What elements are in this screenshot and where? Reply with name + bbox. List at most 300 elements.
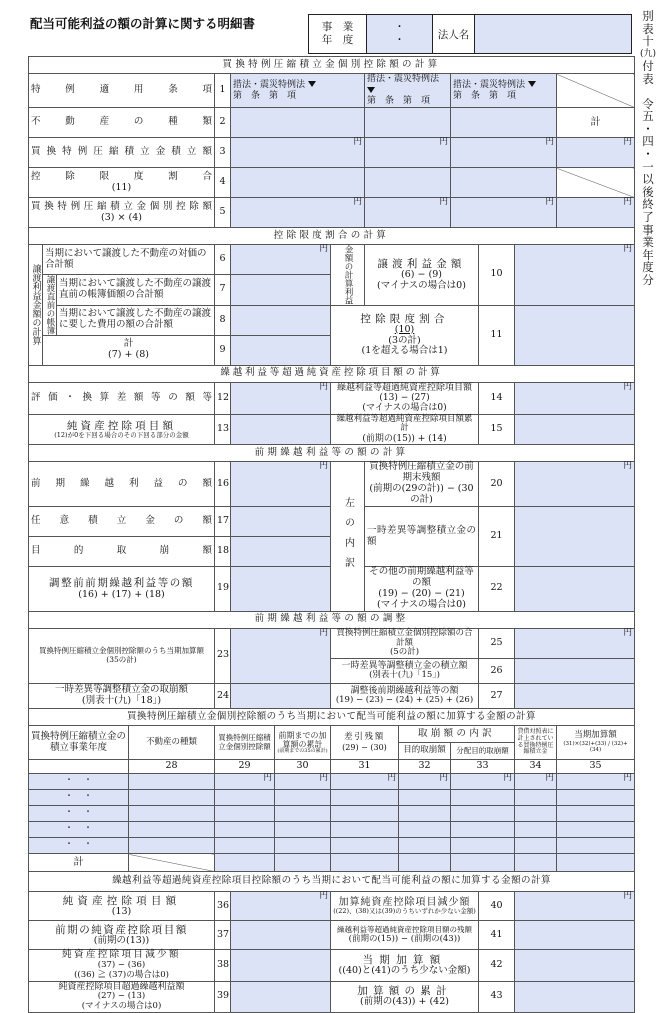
yen-unit: 円 bbox=[353, 197, 362, 207]
cell-31[interactable] bbox=[331, 806, 399, 822]
yen-unit: 円 bbox=[545, 137, 554, 147]
row4-sub: (11) bbox=[111, 181, 132, 193]
row1-col3-input[interactable] bbox=[451, 74, 557, 108]
row15-label bbox=[331, 414, 479, 445]
row14-label bbox=[331, 382, 479, 414]
cell-33[interactable] bbox=[451, 822, 515, 838]
row23-title: 買換特例圧縮積立金個別控除額のうち当期加算額 bbox=[39, 646, 204, 656]
colnum-30: 30 bbox=[275, 760, 331, 774]
side-char: 終 bbox=[642, 197, 654, 212]
sec2-sub-vertical-text: 譲渡直前の帳簿 bbox=[45, 275, 55, 335]
dropdown-arrow-icon bbox=[308, 81, 316, 87]
cell-32[interactable] bbox=[399, 790, 451, 806]
sec2-right-vertical bbox=[331, 245, 365, 306]
row3-num: 3 bbox=[215, 138, 231, 168]
cell-35[interactable] bbox=[557, 806, 635, 822]
yen-unit: 円 bbox=[319, 244, 328, 254]
year-input[interactable]: ・ ・ bbox=[29, 822, 129, 838]
row37-num: 37 bbox=[215, 921, 231, 950]
row12-label: 評価・換算差額等の額等 bbox=[29, 382, 215, 414]
row12-num: 12 bbox=[215, 382, 231, 414]
row9-input[interactable] bbox=[231, 335, 331, 365]
row13-note: (12)が0を下回る場合のその下回る部分の金額 bbox=[54, 430, 189, 439]
total-29[interactable] bbox=[215, 854, 275, 872]
row6-label: 当期において譲渡した不動産の対価の合計額 bbox=[43, 245, 215, 275]
side-char: 令 bbox=[642, 96, 654, 111]
colnum-blank bbox=[29, 760, 129, 774]
row5-num: 5 bbox=[215, 198, 231, 228]
cell-35[interactable] bbox=[557, 838, 635, 854]
row17-num: 17 bbox=[215, 507, 231, 537]
row3-col3-input[interactable] bbox=[451, 138, 557, 168]
row27-formula: (19) − (23) − (24) + (25) + (26) bbox=[335, 695, 474, 706]
row3-total-input[interactable] bbox=[557, 138, 635, 168]
table-row bbox=[29, 822, 635, 838]
cell-29[interactable] bbox=[215, 774, 275, 790]
cell-30[interactable] bbox=[275, 790, 331, 806]
row37-label bbox=[29, 921, 215, 950]
yen-unit: 円 bbox=[623, 773, 633, 784]
row42-label bbox=[331, 950, 479, 981]
side-gap bbox=[638, 86, 658, 98]
row40-title: 加算純資産控除項目減少額 bbox=[338, 896, 471, 908]
row25-num: 25 bbox=[479, 628, 515, 658]
yen-unit: 円 bbox=[545, 773, 554, 784]
table-row bbox=[29, 774, 635, 790]
cell-29[interactable] bbox=[215, 806, 275, 822]
total-31[interactable] bbox=[331, 854, 399, 872]
yen-unit: 円 bbox=[319, 461, 328, 472]
row41-title: 繰越利益等超過純資産控除項目額の残額 bbox=[337, 924, 472, 934]
row24-num: 24 bbox=[215, 684, 231, 709]
row4-total-slash bbox=[557, 168, 635, 198]
row1-col1-input[interactable] bbox=[231, 74, 365, 108]
total-34[interactable] bbox=[515, 854, 557, 872]
row20-formula: (前期の(29の計)) − (30の計) bbox=[369, 483, 474, 506]
cell-33[interactable] bbox=[451, 774, 515, 790]
row7-input[interactable] bbox=[231, 275, 331, 306]
row4-col2-input[interactable] bbox=[365, 168, 451, 198]
fiscal-year-label-bottom: 年 度 bbox=[321, 34, 354, 46]
row27-title: 調整後前期繰越利益等の額 bbox=[350, 686, 459, 697]
yen-unit: 円 bbox=[319, 891, 328, 902]
row41-formula: (前期の(15)) − (前期の(43)) bbox=[348, 933, 461, 944]
colnum-31: 31 bbox=[331, 760, 399, 774]
row5-col2-input[interactable] bbox=[365, 198, 451, 228]
cell-28[interactable] bbox=[129, 806, 215, 822]
h-torikuzushi: 取崩額の内訳 bbox=[399, 726, 515, 743]
row6-input[interactable] bbox=[231, 245, 331, 275]
row14-formula: (13) − (27) bbox=[379, 392, 430, 403]
section-4-title: 前期繰越利益等の額の計算 bbox=[29, 445, 635, 462]
row10-num: 10 bbox=[479, 245, 515, 306]
yen-unit: 円 bbox=[503, 773, 512, 784]
side-char: 度 bbox=[642, 260, 654, 275]
row17-input[interactable] bbox=[231, 507, 331, 537]
h35 bbox=[557, 726, 635, 760]
section-7-title: 繰越利益等超過純資産控除項目控除額のうち当期において配当可能利益の額に加算する金額の計算 bbox=[29, 872, 635, 892]
colnum-32: 32 bbox=[399, 760, 451, 774]
row10-formula: (6) − (9) bbox=[401, 268, 442, 280]
side-char: ・ bbox=[642, 121, 654, 136]
row8-input[interactable] bbox=[231, 305, 331, 335]
row25-label bbox=[331, 628, 479, 658]
section-2-title: 控除限度割合の計算 bbox=[29, 228, 635, 245]
row43-title: 加算額の累計 bbox=[357, 985, 452, 998]
side-char: 後 bbox=[642, 184, 654, 199]
total-33[interactable] bbox=[451, 854, 515, 872]
row22-title: その他の前期繰越利益等の額 bbox=[369, 566, 474, 589]
row19-formula: (16) + (17) + (18) bbox=[78, 588, 165, 600]
cond-text bbox=[453, 80, 554, 102]
total-header: 計 bbox=[557, 108, 635, 138]
row11-input[interactable] bbox=[515, 305, 635, 365]
yen-unit: 円 bbox=[623, 627, 633, 638]
row26-title: 一時差異等調整積立金の積立額 bbox=[341, 661, 468, 672]
row1-total-slash bbox=[557, 74, 635, 108]
row26-input[interactable] bbox=[515, 659, 635, 684]
row5-label bbox=[29, 198, 215, 228]
side-char: 表 bbox=[642, 21, 654, 36]
yen-unit: 円 bbox=[319, 773, 328, 784]
row11-title: 控除限度割合 bbox=[360, 312, 449, 325]
total-32[interactable] bbox=[399, 854, 451, 872]
row23-input[interactable] bbox=[231, 628, 331, 683]
row11-note: (1を超える場合は1) bbox=[361, 345, 448, 357]
row41-input[interactable] bbox=[515, 921, 635, 950]
cell-28[interactable] bbox=[129, 822, 215, 838]
sec4-mid-vertical bbox=[331, 462, 365, 611]
row2-col3-input[interactable] bbox=[451, 108, 557, 138]
total-30[interactable] bbox=[275, 854, 331, 872]
h31-formula: (29) − (30) bbox=[342, 742, 387, 752]
colnum-28: 28 bbox=[129, 760, 215, 774]
cell-35[interactable] bbox=[557, 790, 635, 806]
dropdown-arrow-icon bbox=[528, 81, 536, 87]
cell-28[interactable] bbox=[129, 790, 215, 806]
cell-29[interactable] bbox=[215, 822, 275, 838]
total-35[interactable] bbox=[557, 854, 635, 872]
side-char: 表 bbox=[642, 71, 654, 86]
cell-33[interactable] bbox=[451, 806, 515, 822]
h31-title: 差引残額 bbox=[344, 732, 385, 743]
row19-label bbox=[29, 567, 215, 612]
total-label: 計 bbox=[29, 854, 129, 872]
h35-title: 当期加算額 bbox=[574, 730, 617, 741]
row13-title: 純資産控除項目額 bbox=[66, 419, 177, 432]
cell-31[interactable] bbox=[331, 790, 399, 806]
header-box bbox=[308, 14, 632, 54]
side-char: 以 bbox=[642, 172, 654, 187]
row16-num: 16 bbox=[215, 462, 231, 507]
cell-33[interactable] bbox=[451, 838, 515, 854]
row15-num: 15 bbox=[479, 414, 515, 445]
row24-formula: (別表十(九)「18」) bbox=[81, 695, 162, 707]
row25-formula: (5の計) bbox=[389, 647, 420, 658]
year-input[interactable]: ・ ・ bbox=[29, 838, 129, 854]
colnum-29: 29 bbox=[215, 760, 275, 774]
row11-numerator: (10) bbox=[394, 323, 415, 335]
row37-title: 前期の純資産控除項目額 bbox=[55, 923, 188, 936]
row43-input[interactable] bbox=[515, 981, 635, 1012]
cell-32[interactable] bbox=[399, 822, 451, 838]
cell-32[interactable] bbox=[399, 774, 451, 790]
row24-input[interactable] bbox=[231, 684, 331, 709]
row13-label bbox=[29, 414, 215, 445]
yen-unit: 円 bbox=[623, 244, 633, 254]
row4-num: 4 bbox=[215, 168, 231, 198]
cell-34[interactable] bbox=[515, 774, 557, 790]
row15-title: 繰越利益等超過純資産控除項目額累計 bbox=[336, 413, 473, 434]
row3-col1-input[interactable] bbox=[231, 138, 365, 168]
row21-input[interactable] bbox=[515, 507, 635, 567]
cell-29[interactable] bbox=[215, 790, 275, 806]
row4-col1-input[interactable] bbox=[231, 168, 365, 198]
row22-label bbox=[365, 567, 479, 612]
cell-31[interactable] bbox=[331, 822, 399, 838]
row10-label bbox=[365, 245, 479, 306]
row14-title: 繰越利益等超過純資産控除項目額 bbox=[336, 382, 472, 393]
row20-label bbox=[365, 462, 479, 507]
row8-label: 当期において譲渡した不動産の譲渡に要した費用の額の合計額 bbox=[57, 305, 215, 335]
cell-30[interactable] bbox=[275, 822, 331, 838]
row24-title: 一時差異等調整積立金の取崩額 bbox=[54, 684, 188, 696]
row36-input[interactable] bbox=[231, 892, 331, 921]
row22-note: (マイナスの場合は0) bbox=[377, 598, 466, 610]
cell-28[interactable] bbox=[129, 774, 215, 790]
side-char: 十 bbox=[642, 34, 654, 49]
colnum-33: 33 bbox=[451, 760, 515, 774]
h30 bbox=[275, 726, 331, 760]
sec4-mid-vertical-text: 左の内訳 bbox=[342, 496, 354, 577]
yen-unit: 円 bbox=[263, 773, 272, 784]
cond-text bbox=[367, 74, 448, 107]
row24-label bbox=[29, 684, 215, 709]
yen-unit: 円 bbox=[623, 891, 633, 902]
cond-top: 措法・震災特例法 bbox=[367, 74, 440, 84]
total-28-slash bbox=[129, 854, 215, 872]
side-char: 付 bbox=[642, 59, 654, 74]
side-char: 四 bbox=[642, 134, 654, 149]
row18-num: 18 bbox=[215, 537, 231, 567]
fiscal-year-label-top: 事 業 bbox=[321, 21, 354, 33]
cell-35[interactable] bbox=[557, 822, 635, 838]
row7-num: 7 bbox=[215, 275, 231, 306]
row5-col1-input[interactable] bbox=[231, 198, 365, 228]
h28: 不動産の種類 bbox=[129, 726, 215, 760]
side-char: 事 bbox=[642, 222, 654, 237]
cell-30[interactable] bbox=[275, 806, 331, 822]
row19-title: 調整前前期繰越利益等の額 bbox=[49, 577, 194, 590]
yen-unit: 円 bbox=[623, 197, 633, 207]
row9-formula: (7) + (8) bbox=[108, 349, 149, 360]
row7-label: 当期において譲渡した不動産の譲渡直前の帳簿価額の合計額 bbox=[57, 275, 215, 306]
row40-num: 40 bbox=[479, 892, 515, 921]
row25-input[interactable] bbox=[515, 628, 635, 658]
row20-num: 20 bbox=[479, 462, 515, 507]
row16-input[interactable] bbox=[231, 462, 331, 507]
h30-note: (前期までの35の累計) bbox=[277, 747, 328, 754]
yen-unit: 円 bbox=[387, 773, 396, 784]
row3-col2-input[interactable] bbox=[365, 138, 451, 168]
cond-bottom: 第 条 第 項 bbox=[367, 96, 431, 106]
sec2-left-vertical bbox=[29, 245, 43, 366]
row36-num: 36 bbox=[215, 892, 231, 921]
row22-input[interactable] bbox=[515, 567, 635, 612]
row4-col3-input[interactable] bbox=[451, 168, 557, 198]
row38-num: 38 bbox=[215, 950, 231, 981]
sec2-right-vertical-text: 金額の計算利益 bbox=[343, 245, 353, 305]
row26-label bbox=[331, 659, 479, 684]
row27-input[interactable] bbox=[515, 684, 635, 709]
cond-text bbox=[233, 80, 362, 102]
cell-34[interactable] bbox=[515, 822, 557, 838]
side-char: 五 bbox=[642, 109, 654, 124]
year-input[interactable]: ・ ・ bbox=[29, 774, 129, 790]
row38-input[interactable] bbox=[231, 950, 331, 981]
form-title: 配当可能利益の額の計算に関する明細書 bbox=[30, 16, 256, 31]
row26-num: 26 bbox=[479, 659, 515, 684]
side-caption bbox=[638, 10, 658, 286]
side-char: 了 bbox=[642, 209, 654, 224]
row10-title: 譲渡利益金額 bbox=[377, 257, 466, 270]
colnum-34: 34 bbox=[515, 760, 557, 774]
row41-num: 41 bbox=[479, 921, 515, 950]
row23-num: 23 bbox=[215, 628, 231, 683]
row39-input[interactable] bbox=[231, 981, 331, 1012]
cell-31[interactable] bbox=[331, 774, 399, 790]
row39-label bbox=[29, 981, 215, 1012]
yen-unit: 円 bbox=[319, 627, 328, 638]
cell-34[interactable] bbox=[515, 806, 557, 822]
section-5-title: 前期繰越利益等の額の調整 bbox=[29, 611, 635, 628]
row40-input[interactable] bbox=[515, 892, 635, 921]
cell-29[interactable] bbox=[215, 838, 275, 854]
section-1-title: 買換特例圧縮積立金個別控除額の計算 bbox=[29, 57, 635, 74]
row38-label bbox=[29, 950, 215, 981]
row39-title: 純資産控除項目超過繰越利益額 bbox=[58, 981, 185, 992]
row15-formula: (前期の(15)) + (14) bbox=[362, 434, 447, 445]
row11-num: 11 bbox=[479, 305, 515, 365]
yen-unit: 円 bbox=[623, 381, 633, 392]
table-row bbox=[29, 838, 635, 854]
row23-label bbox=[29, 628, 215, 683]
cell-30[interactable] bbox=[275, 838, 331, 854]
row2-col1-input[interactable] bbox=[231, 108, 365, 138]
row36-formula: (13) bbox=[111, 905, 132, 917]
section-3-title: 繰越利益等超過純資産控除項目額の計算 bbox=[29, 365, 635, 382]
cell-34[interactable] bbox=[515, 790, 557, 806]
row22-formula: (19) − (20) − (21) bbox=[378, 587, 465, 599]
row5-col3-input[interactable] bbox=[451, 198, 557, 228]
row42-num: 42 bbox=[479, 950, 515, 981]
cell-33[interactable] bbox=[451, 790, 515, 806]
table-row bbox=[29, 806, 635, 822]
side-char: 別 bbox=[642, 9, 654, 23]
row15-input[interactable] bbox=[515, 414, 635, 445]
fiscal-year-input[interactable] bbox=[367, 15, 433, 54]
row22-num: 22 bbox=[479, 567, 515, 612]
total-row bbox=[29, 854, 635, 872]
year-input[interactable]: ・ ・ bbox=[29, 790, 129, 806]
yen-unit: 円 bbox=[623, 137, 633, 147]
row27-num: 27 bbox=[479, 684, 515, 709]
row25-title: 買換特例圧縮積立金個別控除額の合計額 bbox=[336, 627, 473, 648]
cond-top: 措法・震災特例法 bbox=[453, 79, 526, 90]
cell-28[interactable] bbox=[129, 838, 215, 854]
h30-title: 前期までの加算額の累計 bbox=[278, 730, 327, 749]
date-dot: ・ bbox=[394, 22, 405, 33]
h32: 目的取崩額 bbox=[399, 743, 451, 760]
row16-label: 前期繰越利益の額 bbox=[29, 462, 215, 507]
date-dot: ・ bbox=[394, 35, 405, 46]
cell-32[interactable] bbox=[399, 838, 451, 854]
yen-unit: 円 bbox=[353, 137, 362, 147]
row13-input[interactable] bbox=[231, 414, 331, 445]
colnum-35: 35 bbox=[557, 760, 635, 774]
row2-num: 2 bbox=[215, 108, 231, 138]
row3-label: 買換特例圧縮積立金積立額 bbox=[29, 138, 215, 168]
row14-input[interactable] bbox=[515, 382, 635, 414]
row42-formula: ((40)と(41)のうち少ない金額) bbox=[338, 964, 471, 976]
cell-32[interactable] bbox=[399, 806, 451, 822]
row12-input[interactable] bbox=[231, 382, 331, 414]
row23-formula: (35の計) bbox=[106, 654, 137, 664]
row18-input[interactable] bbox=[231, 537, 331, 567]
row36-title: 純資産控除項目額 bbox=[62, 894, 181, 907]
row38-note: ((36) ≧ (37)の場合は0) bbox=[74, 969, 169, 980]
row43-formula: (前期の(43)) + (42) bbox=[360, 996, 449, 1008]
side-char: (九) bbox=[639, 48, 657, 59]
row14-num: 14 bbox=[479, 382, 515, 414]
cell-31[interactable] bbox=[331, 838, 399, 854]
h29: 買換特例圧縮積立金個別控除額 bbox=[215, 726, 275, 760]
cell-35[interactable] bbox=[557, 774, 635, 790]
row39-num: 39 bbox=[215, 981, 231, 1012]
row42-title: 当期加算額 bbox=[362, 953, 447, 966]
row10-input[interactable] bbox=[515, 245, 635, 306]
year-input[interactable]: ・ ・ bbox=[29, 806, 129, 822]
row37-input[interactable] bbox=[231, 921, 331, 950]
dropdown-arrow-icon bbox=[367, 87, 375, 93]
cell-30[interactable] bbox=[275, 774, 331, 790]
side-char: 一 bbox=[642, 159, 654, 174]
cond-bottom: 第 条 第 項 bbox=[233, 90, 297, 101]
row19-input[interactable] bbox=[231, 567, 331, 612]
side-char: 業 bbox=[642, 235, 654, 250]
row21-label: 一時差異等調整積立金の額 bbox=[365, 507, 479, 567]
row1-col2-input[interactable] bbox=[365, 74, 451, 108]
row42-input[interactable] bbox=[515, 950, 635, 981]
row19-num: 19 bbox=[215, 567, 231, 612]
row36-label bbox=[29, 892, 215, 921]
sec2-left-vertical-text: 譲渡利益金額の計算 bbox=[30, 264, 41, 346]
side-char: ・ bbox=[642, 146, 654, 161]
row20-title: 買換特例圧縮積立金の前期末残額 bbox=[369, 461, 474, 484]
row26-formula: (別表十(九)「15」) bbox=[369, 670, 440, 681]
row9-num: 9 bbox=[215, 335, 231, 365]
row5-total-input[interactable] bbox=[557, 198, 635, 228]
row8-num: 8 bbox=[215, 305, 231, 335]
row17-label: 任意積立金の額 bbox=[29, 507, 215, 537]
corp-name-input[interactable] bbox=[475, 15, 632, 54]
row37-formula: (前期の(13)) bbox=[93, 934, 150, 946]
row6-num: 6 bbox=[215, 245, 231, 275]
row2-col2-input[interactable] bbox=[365, 108, 451, 138]
row9-label bbox=[43, 335, 215, 365]
cell-34[interactable] bbox=[515, 838, 557, 854]
row20-input[interactable] bbox=[515, 462, 635, 507]
